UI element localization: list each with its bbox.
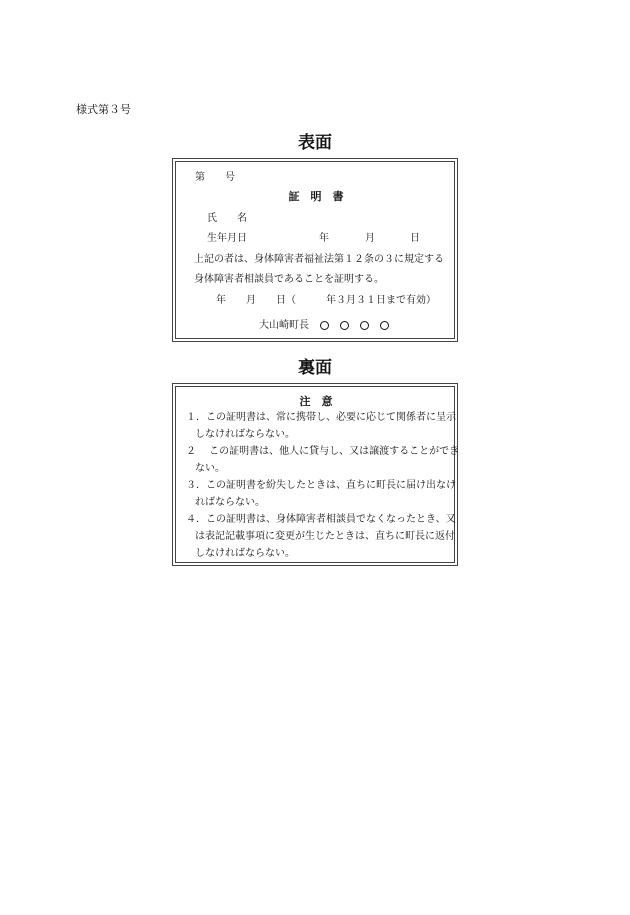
issuer-line	[259, 316, 389, 331]
birthdate-label: 生年月日	[207, 233, 247, 244]
note-text: ４．この証明書は、身体障害者相談員でなくなったとき、又	[186, 514, 456, 525]
note-item	[186, 443, 458, 477]
birth-year-label: 年	[319, 233, 329, 244]
statement-line-1: 上記の者は、身体障害者福祉法第１２条の３に規定する	[194, 254, 444, 265]
note-item	[186, 511, 458, 562]
note-item	[186, 477, 458, 511]
number-label: 第 号	[195, 172, 235, 183]
note-text: ない。	[195, 463, 225, 474]
front-heading: 表面	[298, 133, 332, 153]
notice-title: 注 意	[299, 395, 333, 408]
seal-circle	[380, 321, 389, 330]
note-text: しなければならない。	[195, 429, 295, 440]
front-card	[172, 158, 458, 342]
back-card	[172, 383, 458, 566]
note-text: は表記記載事項に変更が生じたときは、直ちに町長に返付	[195, 531, 455, 542]
back-heading: 裏面	[298, 358, 332, 378]
statement-line-2: 身体障害者相談員であることを証明する。	[194, 274, 384, 285]
note-text: ればならない。	[195, 497, 265, 508]
issue-month-label: 月	[246, 295, 256, 306]
note-text: １．この証明書は、常に携帯し、必要に応じて関係者に呈示	[186, 412, 456, 423]
validity-text: 年３月３１日まで有効）	[326, 295, 436, 306]
note-text: ２ この証明書は、他人に貸与し、又は譲渡することができ	[186, 446, 460, 457]
seal-circle	[340, 321, 349, 330]
note-text: しなければならない。	[195, 548, 295, 559]
certificate-title: 証 明 書	[288, 190, 344, 203]
seal-circle	[360, 321, 369, 330]
birth-month-label: 月	[365, 233, 375, 244]
seal-circle	[320, 321, 329, 330]
form-number: 様式第３号	[76, 103, 131, 116]
issue-year-label: 年	[216, 295, 226, 306]
issuer-name: 大山崎町長	[259, 320, 309, 331]
note-item	[186, 409, 458, 443]
birth-day-label: 日	[410, 233, 420, 244]
issue-day-label: 日（	[276, 295, 296, 306]
note-text: ３．この証明書を紛失したときは、直ちに町長に届け出なけ	[186, 480, 456, 491]
name-label: 氏 名	[207, 213, 247, 224]
